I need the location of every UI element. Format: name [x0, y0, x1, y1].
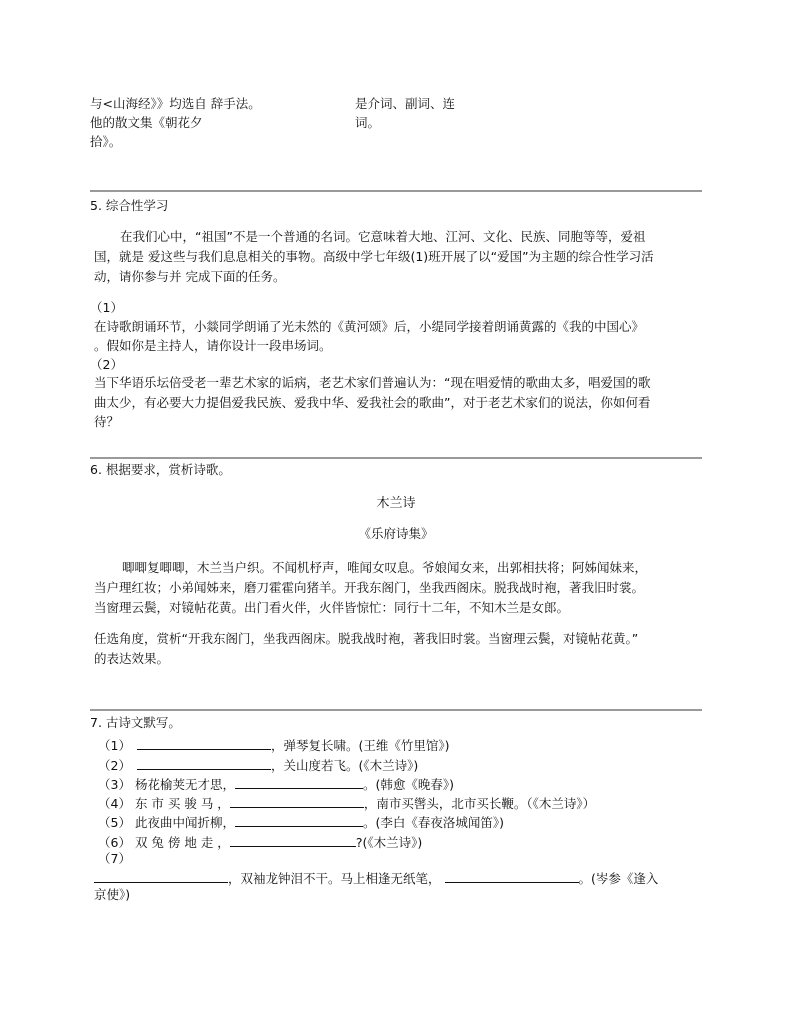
- paragraph-line: 待？: [94, 414, 120, 429]
- item-text: 。(岑参《逢入: [578, 871, 659, 886]
- dictation-item-2: [98, 757, 418, 773]
- dictation-item-3: [98, 776, 454, 792]
- question-title: 7. 古诗文默写。: [90, 715, 181, 730]
- paragraph-line: 在我们心中，“祖国”不是一个普通的名词。它意味着大地、江河、文化、民族、同胞等等，爱祖: [120, 229, 646, 244]
- item-text: 京使》): [94, 887, 131, 902]
- item-number: （6）: [98, 835, 131, 850]
- answer-blank[interactable]: [230, 795, 364, 808]
- poem-line: 唧唧复唧唧，木兰当户织。不闻机杼声，唯闻女叹息。爷娘闻女来，出郭相扶将；阿姊闻妹来，: [122, 560, 648, 575]
- paragraph-line: 当下华语乐坛倍受老一辈艺术家的诟病，老艺术家们普遍认为：“现在唱爱情的歌曲太多，唱爱国的歌: [94, 375, 651, 390]
- item-text: 此夜曲中闻折柳，: [134, 815, 235, 830]
- poem-line: 当户理红妆；小弟闻姊来，磨刀霍霍向猪羊。开我东阁门，坐我西阁床。脱我战时袍，著我旧时裳。: [94, 580, 645, 595]
- item-number: （5）: [98, 815, 131, 830]
- section-divider: [90, 457, 702, 459]
- poem-source: 《乐府诗集》: [358, 526, 434, 541]
- dictation-item-1: [98, 737, 449, 753]
- dictation-item-5: [98, 814, 504, 830]
- sub-question-number: （2）: [90, 357, 123, 372]
- item-number: （1）: [98, 738, 131, 753]
- poem-line: 当窗理云鬓，对镜帖花黄。出门看火伴，火伴皆惊忙：同行十二年，不知木兰是女郎。: [94, 600, 570, 615]
- question-title: 6. 根据要求，赏析诗歌。: [90, 462, 231, 477]
- top-left-line-1: 与<山海经》》均选自 辞手法。: [90, 96, 261, 111]
- paragraph-line: 动，请你参与并 完成下面的任务。: [94, 269, 286, 284]
- answer-blank[interactable]: [94, 870, 228, 883]
- item-number: （7）: [98, 851, 131, 866]
- top-left-line-3: 拾》。: [90, 134, 122, 149]
- answer-blank[interactable]: [235, 776, 363, 789]
- answer-blank[interactable]: [137, 737, 271, 750]
- item-text: ，南市买辔头，北市买长鞭。（《木兰诗》）: [363, 796, 596, 811]
- paragraph-line: 。假如你是主持人，请你设计一段串场词。: [94, 338, 332, 353]
- answer-blank[interactable]: [445, 870, 579, 883]
- item-text: 东 市 买 骏 马 ，: [134, 796, 230, 811]
- item-text: ?(《木兰诗》): [355, 835, 423, 850]
- top-right-line-2: 词。: [355, 115, 381, 130]
- question-prompt-line: 的表达效果。: [94, 651, 170, 666]
- item-text: ，双袖龙钟泪不干。马上相逢无纸笔，: [228, 871, 441, 886]
- top-left-line-2: 他的散文集《朝花夕: [90, 115, 203, 130]
- dictation-item-6: [98, 834, 422, 850]
- item-text: 。(韩愈《晚春》): [362, 777, 454, 792]
- dictation-item-7: [94, 870, 658, 886]
- poem-title: 木兰诗: [376, 496, 416, 511]
- question-title: 5. 综合性学习: [90, 198, 169, 213]
- section-divider: [90, 190, 702, 192]
- item-text: ，关山度若飞。(《木兰诗》): [270, 758, 419, 773]
- paragraph-line: 在诗歌朗诵环节，小燚同学朗诵了光未然的《黄河颂》后，小缇同学接着朗诵黄露的《我的中国心》: [94, 319, 645, 334]
- answer-blank[interactable]: [235, 814, 363, 827]
- item-text: 杨花榆荚无才思，: [134, 777, 235, 792]
- dictation-item-4: [98, 795, 595, 811]
- item-text: 。(李白《春夜洛城闻笛》): [362, 815, 504, 830]
- question-prompt-line: 任选角度，赏析“开我东阁门，坐我西阁床。脱我战时袍，著我旧时裳。当窗理云鬓，对镜帖花黄。”: [94, 631, 639, 646]
- item-text: ，弹琴复长啸。(王维《竹里馆》): [270, 738, 450, 753]
- answer-blank[interactable]: [230, 834, 356, 847]
- answer-blank[interactable]: [137, 757, 271, 770]
- item-number: （3）: [98, 777, 131, 792]
- section-divider: [90, 709, 702, 711]
- item-text: 双 兔 傍 地 走 ，: [134, 835, 230, 850]
- top-right-line-1: 是介词、副词、连: [355, 96, 456, 111]
- item-number: （4）: [98, 796, 131, 811]
- item-number: （2）: [98, 758, 131, 773]
- paragraph-line: 曲太少，有必要大力提倡爱我民族、爱我中华、爱我社会的歌曲”，对于老艺术家们的说法，你如何看: [94, 395, 651, 410]
- sub-question-number: （1）: [90, 300, 123, 315]
- paragraph-line: 国，就是 爱这些与我们息息相关的事物。高级中学七年级(1)班开展了以“爱国”为主题的综合性学习活: [94, 249, 654, 264]
